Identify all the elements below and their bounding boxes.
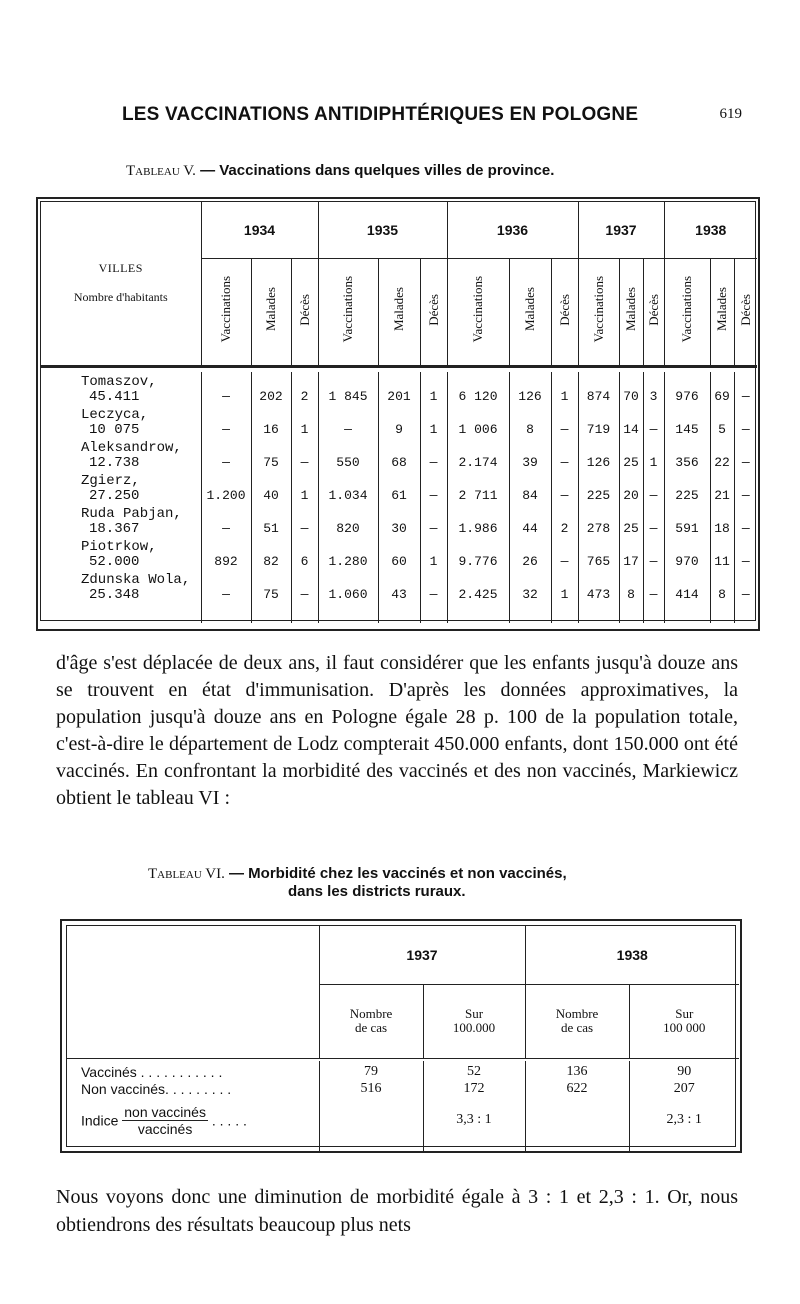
table-cell: 3	[643, 372, 664, 405]
subhead-1937-malades: Malades	[619, 258, 643, 366]
table-row	[41, 438, 757, 471]
table-cell: 60	[378, 537, 420, 570]
table-cell: 5	[710, 405, 734, 438]
table-cell: 1	[291, 471, 318, 504]
subhead-1938-vaccinations: Vaccinations	[664, 258, 710, 366]
subhead-1936-décès: Décès	[551, 258, 578, 366]
table-cell: 1.200	[201, 471, 251, 504]
table-cell: —	[643, 471, 664, 504]
bottom-paragraph: Nous voyons donc une diminution de morbidité égale à 3 : 1 et 2,3 : 1. Or, nous obtiendrons des résultats beaucoup plus nets	[56, 1186, 738, 1236]
year-1934: 1934	[201, 202, 318, 258]
subhead-1936-vaccinations: Vaccinations	[447, 258, 509, 366]
table-cell: 40	[251, 471, 291, 504]
subhead-1938-malades: Malades	[710, 258, 734, 366]
year-1935: 1935	[318, 202, 447, 258]
table-row	[41, 570, 757, 603]
table-cell: 719	[578, 405, 619, 438]
table-cell: —	[734, 471, 757, 504]
city-cell	[41, 405, 201, 438]
table-cell: —	[734, 537, 757, 570]
table-cell: 9.776	[447, 537, 509, 570]
t6-row-vaccines: Vaccinés . . . . . . . . . . . 79 52 136 90	[67, 1061, 739, 1080]
table6-title-line1: — Morbidité chez les vaccinés et non vaccinés,	[229, 865, 567, 882]
table-cell: 550	[318, 438, 378, 471]
table5	[36, 197, 760, 631]
table-cell: 2.425	[447, 570, 509, 603]
table-cell: 126	[578, 438, 619, 471]
running-title: LES VACCINATIONS ANTIDIPHTÉRIQUES EN POLOGNE	[122, 104, 639, 125]
table-cell: 1	[551, 570, 578, 603]
table-cell: 2 711	[447, 471, 509, 504]
table-cell: 17	[619, 537, 643, 570]
table-cell: 126	[509, 372, 551, 405]
table-cell: 32	[509, 570, 551, 603]
table-cell: 22	[710, 438, 734, 471]
t6-row-non-vaccines: Non vaccinés. . . . . . . . . 516 172 622 207	[67, 1080, 739, 1098]
habitants-label: Nombre d'habitants	[73, 290, 168, 305]
table-cell: 145	[664, 405, 710, 438]
table-cell: 970	[664, 537, 710, 570]
table-cell: —	[551, 471, 578, 504]
table-cell: 765	[578, 537, 619, 570]
city-cell	[41, 471, 201, 504]
table-cell: 2	[551, 504, 578, 537]
t6-col-sur-1937: Sur 100.000	[423, 984, 525, 1058]
table6-title-line2: dans les districts ruraux.	[288, 883, 466, 900]
city-name: Piotrkow,	[81, 539, 157, 555]
table-cell: 1.280	[318, 537, 378, 570]
table-cell: —	[734, 438, 757, 471]
table-cell: 51	[251, 504, 291, 537]
table-cell: 20	[619, 471, 643, 504]
table-cell: —	[643, 405, 664, 438]
table-cell: 43	[378, 570, 420, 603]
city-name: Zdunska Wola,	[81, 572, 191, 588]
table-cell: —	[291, 570, 318, 603]
table-cell: 356	[664, 438, 710, 471]
table-cell: 30	[378, 504, 420, 537]
table-cell: 976	[664, 372, 710, 405]
table-cell: 68	[378, 438, 420, 471]
table-cell: 25	[619, 504, 643, 537]
table-cell: —	[734, 372, 757, 405]
table-cell: —	[551, 537, 578, 570]
table-cell: 591	[664, 504, 710, 537]
table-cell: 278	[578, 504, 619, 537]
subhead-1935-décès: Décès	[420, 258, 447, 366]
table-cell: —	[201, 438, 251, 471]
table-cell: 75	[251, 570, 291, 603]
table-cell: 1	[420, 405, 447, 438]
city-population: 25.348	[89, 587, 140, 603]
table5-label: Tableau V.	[126, 163, 196, 179]
city-cell	[41, 537, 201, 570]
table-cell: 9	[378, 405, 420, 438]
table-cell: 44	[509, 504, 551, 537]
table-row	[41, 471, 757, 504]
subhead-1934-vaccinations: Vaccinations	[201, 258, 251, 366]
city-population: 10 075	[89, 422, 140, 438]
city-name: Zgierz,	[81, 473, 140, 489]
table-cell: —	[734, 504, 757, 537]
city-population: 27.250	[89, 488, 140, 504]
table-cell: —	[318, 405, 378, 438]
table-cell: 11	[710, 537, 734, 570]
table-cell: —	[643, 537, 664, 570]
table6-label: Tableau VI.	[148, 866, 225, 882]
table-row	[41, 504, 757, 537]
table-cell: 1	[420, 372, 447, 405]
table6-caption	[148, 865, 668, 900]
city-name: Leczyca,	[81, 407, 149, 423]
table-cell: 414	[664, 570, 710, 603]
city-population: 45.411	[89, 389, 140, 405]
table-cell: —	[734, 405, 757, 438]
table-cell: 61	[378, 471, 420, 504]
table-cell: 84	[509, 471, 551, 504]
table-cell: 1	[551, 372, 578, 405]
t6-col-cas-1937: Nombre de cas	[319, 984, 423, 1058]
table-cell: —	[551, 438, 578, 471]
table-cell: 75	[251, 438, 291, 471]
table-cell: 1.986	[447, 504, 509, 537]
running-head	[122, 104, 742, 130]
table-cell: 69	[710, 372, 734, 405]
city-name: Aleksandrow,	[81, 440, 182, 456]
table-cell: 201	[378, 372, 420, 405]
table-cell: 892	[201, 537, 251, 570]
year-1937: 1937	[578, 202, 664, 258]
table-cell: 14	[619, 405, 643, 438]
city-cell	[41, 372, 201, 405]
villes-label: VILLES	[98, 261, 143, 276]
table-cell: 1.060	[318, 570, 378, 603]
body-paragraph	[56, 650, 738, 812]
table-row	[41, 405, 757, 438]
city-name: Tomaszov,	[81, 374, 157, 390]
table-row	[41, 372, 757, 405]
table6	[60, 919, 742, 1153]
table-cell: —	[420, 471, 447, 504]
t6-year-1938: 1938	[525, 926, 739, 984]
table-cell: —	[201, 504, 251, 537]
table-cell: —	[201, 405, 251, 438]
t6-col-sur-1938: Sur 100 000	[629, 984, 739, 1058]
table-cell: 202	[251, 372, 291, 405]
table-cell: 21	[710, 471, 734, 504]
t6-row-indice: Indice non vaccinés vaccinés . . . . . 3,3 : 1 2,3 : 1	[67, 1098, 739, 1142]
table5-caption	[126, 162, 554, 180]
table-cell: 1	[420, 537, 447, 570]
table-cell: —	[643, 504, 664, 537]
city-cell	[41, 570, 201, 603]
table-cell: 18	[710, 504, 734, 537]
table-cell: 820	[318, 504, 378, 537]
table-cell: 39	[509, 438, 551, 471]
table-cell: 1 006	[447, 405, 509, 438]
subhead-1937-décès: Décès	[643, 258, 664, 366]
table-cell: —	[201, 570, 251, 603]
table-cell: 8	[509, 405, 551, 438]
table-cell: 8	[710, 570, 734, 603]
city-population: 18.367	[89, 521, 140, 537]
table-cell: 473	[578, 570, 619, 603]
table-cell: 2.174	[447, 438, 509, 471]
table-cell: —	[291, 504, 318, 537]
subhead-1934-malades: Malades	[251, 258, 291, 366]
body-paragraph-text: d'âge s'est déplacée de deux ans, il faut considérer que les enfants jusqu'à douze ans se trouvent en état d'immunisation. D'après les données approximatives, la population jusqu'à douze ans en Pologne égale 28 p. 100 de la population totale, c'est-à-dire le département de Lodz compterait 450.000 enfants, dont 150.000 ont été vaccinés. En confrontant la morbidité des vaccinés et des non vaccinés, Markiewicz obtient le tableau VI :	[56, 652, 738, 809]
page-number: 619	[719, 106, 742, 122]
table-cell: —	[420, 504, 447, 537]
table-cell: 1	[643, 438, 664, 471]
city-cell	[41, 438, 201, 471]
villes-header	[41, 202, 201, 366]
table-cell: —	[734, 570, 757, 603]
table-cell: 1	[291, 405, 318, 438]
city-name: Ruda Pabjan,	[81, 506, 182, 522]
table-cell: 225	[664, 471, 710, 504]
city-population: 52.000	[89, 554, 140, 570]
table5-title: — Vaccinations dans quelques villes de province.	[200, 162, 555, 179]
table-cell: 225	[578, 471, 619, 504]
city-cell	[41, 504, 201, 537]
year-1938: 1938	[664, 202, 757, 258]
table-cell: 26	[509, 537, 551, 570]
subhead-1936-malades: Malades	[509, 258, 551, 366]
table-cell: 6 120	[447, 372, 509, 405]
subhead-1935-malades: Malades	[378, 258, 420, 366]
subhead-1937-vaccinations: Vaccinations	[578, 258, 619, 366]
table-row	[41, 537, 757, 570]
table-cell: 8	[619, 570, 643, 603]
subhead-1934-décès: Décès	[291, 258, 318, 366]
t6-year-1937: 1937	[319, 926, 525, 984]
table-cell: 874	[578, 372, 619, 405]
table-cell: 25	[619, 438, 643, 471]
table-cell: 1 845	[318, 372, 378, 405]
year-1936: 1936	[447, 202, 578, 258]
table-cell: 2	[291, 372, 318, 405]
subhead-1935-vaccinations: Vaccinations	[318, 258, 378, 366]
table-cell: 82	[251, 537, 291, 570]
table-cell: —	[551, 405, 578, 438]
table-cell: 6	[291, 537, 318, 570]
city-population: 12.738	[89, 455, 140, 471]
table-cell: —	[643, 570, 664, 603]
table-cell: —	[420, 438, 447, 471]
table-cell: —	[291, 438, 318, 471]
table-cell: 1.034	[318, 471, 378, 504]
table-cell: 16	[251, 405, 291, 438]
table-cell: —	[201, 372, 251, 405]
t6-col-cas-1938: Nombre de cas	[525, 984, 629, 1058]
table-cell: 70	[619, 372, 643, 405]
table-cell: —	[420, 570, 447, 603]
subhead-1938-décès: Décès	[734, 258, 757, 366]
